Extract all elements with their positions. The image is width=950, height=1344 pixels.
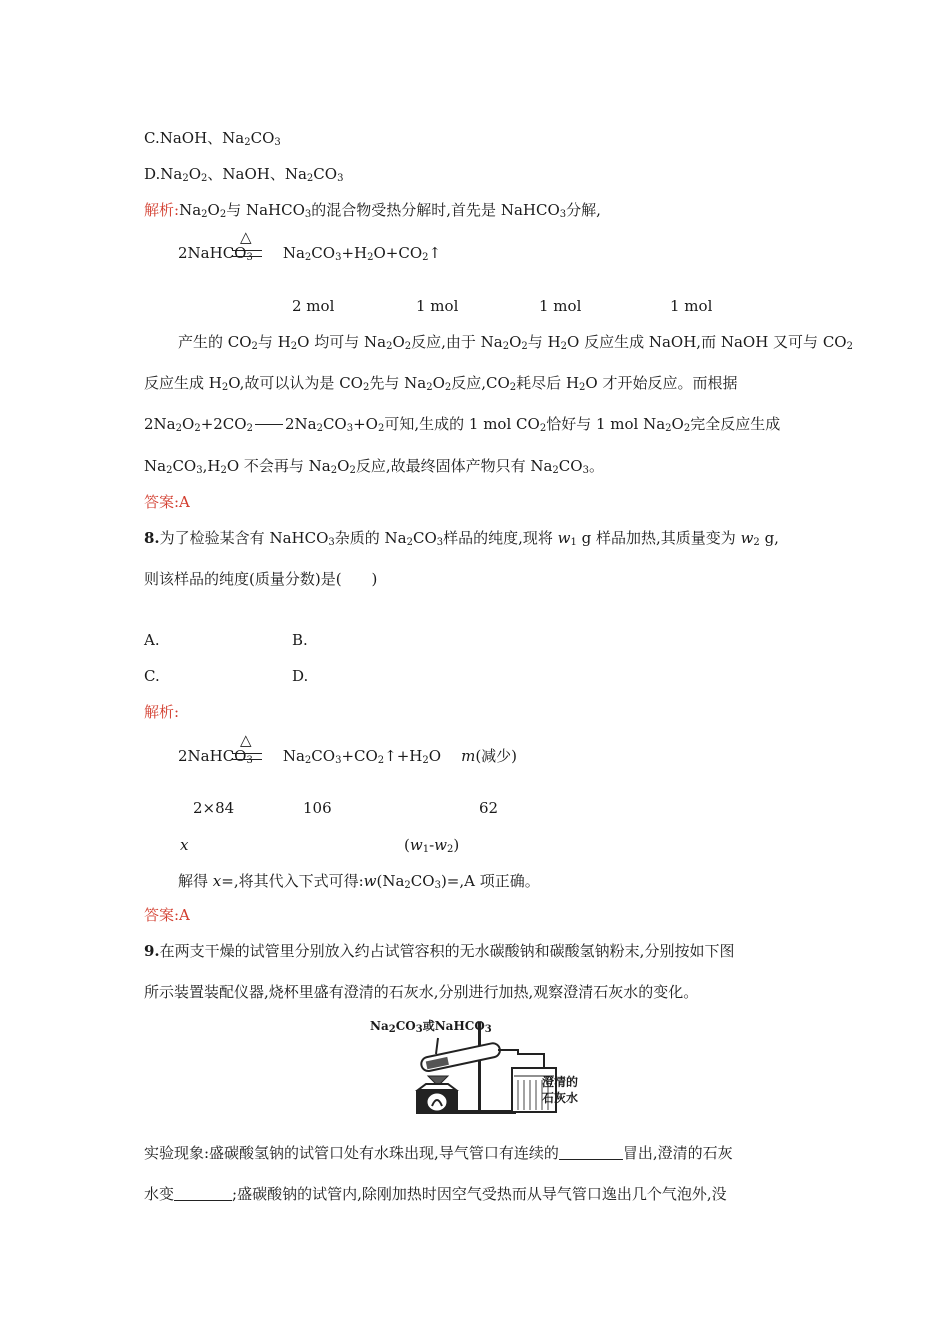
explanation-7-intro: 解析$:Na_2O_2$与 NaHCO$_3$的混合物受热分解时,首先是 NaHCO$_3$分解, — [144, 201, 601, 220]
option-7d: $D.Na_2O_2$、NaOH、$Na_2CO_3$ — [144, 165, 344, 184]
explanation-paragraph: $Na_2CO_3,H_2O$ 不会再与 $Na_2O_2$反应,故最终固体产物只有 $Na_2CO_3$。 — [144, 457, 604, 476]
answer-8: 答案:A — [144, 906, 190, 924]
mass-difference: $(w_1-w_2)$ — [404, 836, 460, 855]
question-9-stem: 9.在两支干燥的试管里分别放入约占试管容积的无水碳酸钠和碳酸氢钠粉末,分别按如下图 — [144, 942, 735, 960]
equation-equals — [255, 424, 283, 425]
explanation-label: 解析: — [144, 201, 180, 219]
explanation-paragraph: $2Na_2O_2+2CO_2$ $2Na_2CO_3+O_2$可知,生成的 1 mol $CO_2$恰好与 1 mol $Na_2O_2$完全反应生成 — [144, 415, 781, 434]
molar-mass: 2×84 — [193, 799, 235, 817]
mole-ratio: 2 mol — [292, 297, 335, 315]
solution-line: 解得 x=,将其代入下式可得$:w(Na_2CO_3)=,A$ 项正确。 — [178, 872, 540, 891]
figure-limewater-label: 澄清的 石灰水 — [542, 1075, 579, 1105]
equation-arrow — [232, 753, 262, 760]
figure-tube-label: $Na_2CO_3$或NaHCO$_3$ — [370, 1019, 492, 1035]
explanation-8-label: 解析: — [144, 703, 180, 721]
apparatus-diagram — [366, 1018, 596, 1122]
observation-line: 实验现象:盛碳酸氢钠的试管口处有水珠出现,导气管口有连续的 冒出,澄清的石灰 — [144, 1144, 733, 1162]
answer-blank[interactable] — [174, 1186, 232, 1201]
question-9-stem-line2: 所示装置装配仪器,烧杯里盛有澄清的石灰水,分别进行加热,观察澄清石灰水的变化。 — [144, 983, 699, 1001]
option-8d: D. — [292, 667, 309, 685]
option-8c: C. — [144, 667, 160, 685]
heat-symbol: △ — [240, 228, 252, 246]
mole-ratio: 1 mol — [670, 297, 713, 315]
answer-7: 答案:A — [144, 493, 190, 511]
equation-decomposition: 2NaHCO$_3$ $Na_2CO_3+H_2O+CO_2↑$ — [178, 244, 442, 263]
explanation-paragraph: 产生的 $CO_2$与 $H_2O$ 均可与 $Na_2O_2$反应,由于 $Na_2O_2$与 $H_2O$ 反应生成 NaOH,而 NaOH 又可与 $CO_2$ — [178, 333, 853, 352]
option-7c: C.NaOH、$Na_2CO_3$ — [144, 129, 281, 148]
option-8a: A. — [144, 631, 160, 649]
equation-mass-loss: 2NaHCO$_3$ $Na_2CO_3+CO_2↑+H_2O$ m(减少) — [178, 747, 518, 766]
molar-mass: 62 — [479, 799, 499, 817]
question-8-stem-line2: 则该样品的纯度(质量分数)是( ) — [144, 570, 378, 588]
equation-arrow — [232, 250, 262, 257]
mole-ratio: 1 mol — [539, 297, 582, 315]
option-8b: B. — [292, 631, 308, 649]
observation-line: 水变 ;盛碳酸钠的试管内,除刚加热时因空气受热而从导气管口逸出几个气泡外,没 — [144, 1185, 727, 1203]
variable-x: x — [180, 836, 189, 854]
heat-symbol: △ — [240, 731, 252, 749]
answer-blank[interactable] — [559, 1145, 623, 1160]
explanation-paragraph: 反应生成 $H_2O$,故可以认为是 $CO_2$先与 $Na_2O_2$反应$,CO_2$耗尽后 $H_2O$ 才开始反应。而根据 — [144, 374, 738, 393]
mole-ratio: 1 mol — [416, 297, 459, 315]
molar-mass: 106 — [303, 799, 332, 817]
question-8-stem: 8.为了检验某含有 NaHCO$_3$杂质的 $Na_2CO_3$样品的纯度,现将 $w_1$ g 样品加热,其质量变为 $w_2$ g, — [144, 529, 779, 548]
